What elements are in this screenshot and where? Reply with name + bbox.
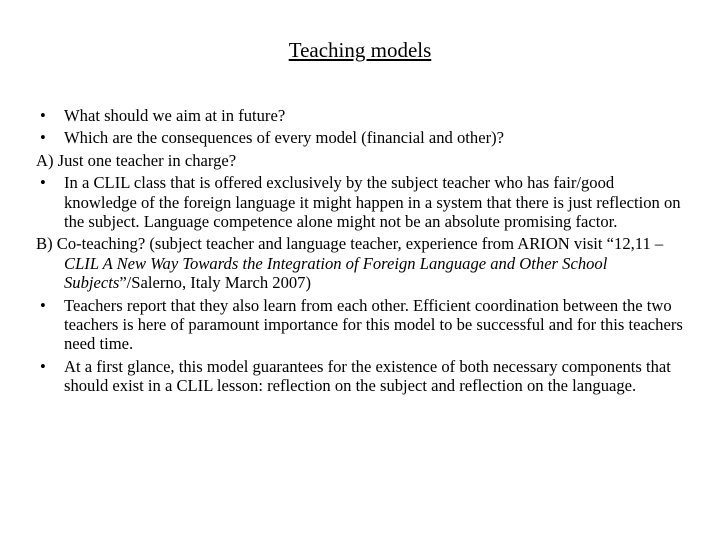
bullet-item <box>36 128 686 147</box>
bullet-marker: • <box>40 356 46 376</box>
section-marker: B) <box>36 234 53 254</box>
section-item-a <box>36 151 686 170</box>
bullet-text: Teachers report that they also learn from each other. Efficient coordination between the two teachers is here of paramount importance for this model to be successful and for this teachers need time. <box>64 295 683 354</box>
section-text-after: ”/Salerno, Italy March 2007) <box>119 273 311 293</box>
bullet-item <box>36 106 686 125</box>
bullet-text: What should we aim at in future? <box>64 106 286 125</box>
bullet-item <box>36 296 686 354</box>
bullet-marker: • <box>40 295 46 315</box>
bullet-marker: • <box>40 173 46 193</box>
section-item-b <box>36 234 686 292</box>
section-marker: A) <box>36 150 54 170</box>
bullet-item <box>36 173 686 231</box>
bullet-marker: • <box>40 128 46 148</box>
section-text: Just one teacher in charge? <box>57 150 237 170</box>
bullet-text: In a CLIL class that is offered exclusively by the subject teacher who has fair/good knowledge of the foreign language it might happen in a system that there is just reflection on the subject. Language competence alone might not be an absolute promising factor. <box>64 173 681 232</box>
slide-title: Teaching models <box>288 38 432 62</box>
bullet-item <box>36 357 686 396</box>
section-text: Co-teaching? (subject teacher and language teacher, experience from ARION visit “12,11 – <box>56 234 664 254</box>
slide-body <box>36 106 686 399</box>
bullet-text: At a first glance, this model guarantees for the existence of both necessary components that should exist in a CLIL lesson: reflection on the subject and reflection on the language. <box>64 356 671 396</box>
section-italic-title: CLIL A New Way Towards the Integration of Foreign Language and Other School Subjects <box>64 253 608 293</box>
bullet-marker: • <box>40 106 46 125</box>
bullet-text: Which are the consequences of every model (financial and other)? <box>64 128 504 148</box>
